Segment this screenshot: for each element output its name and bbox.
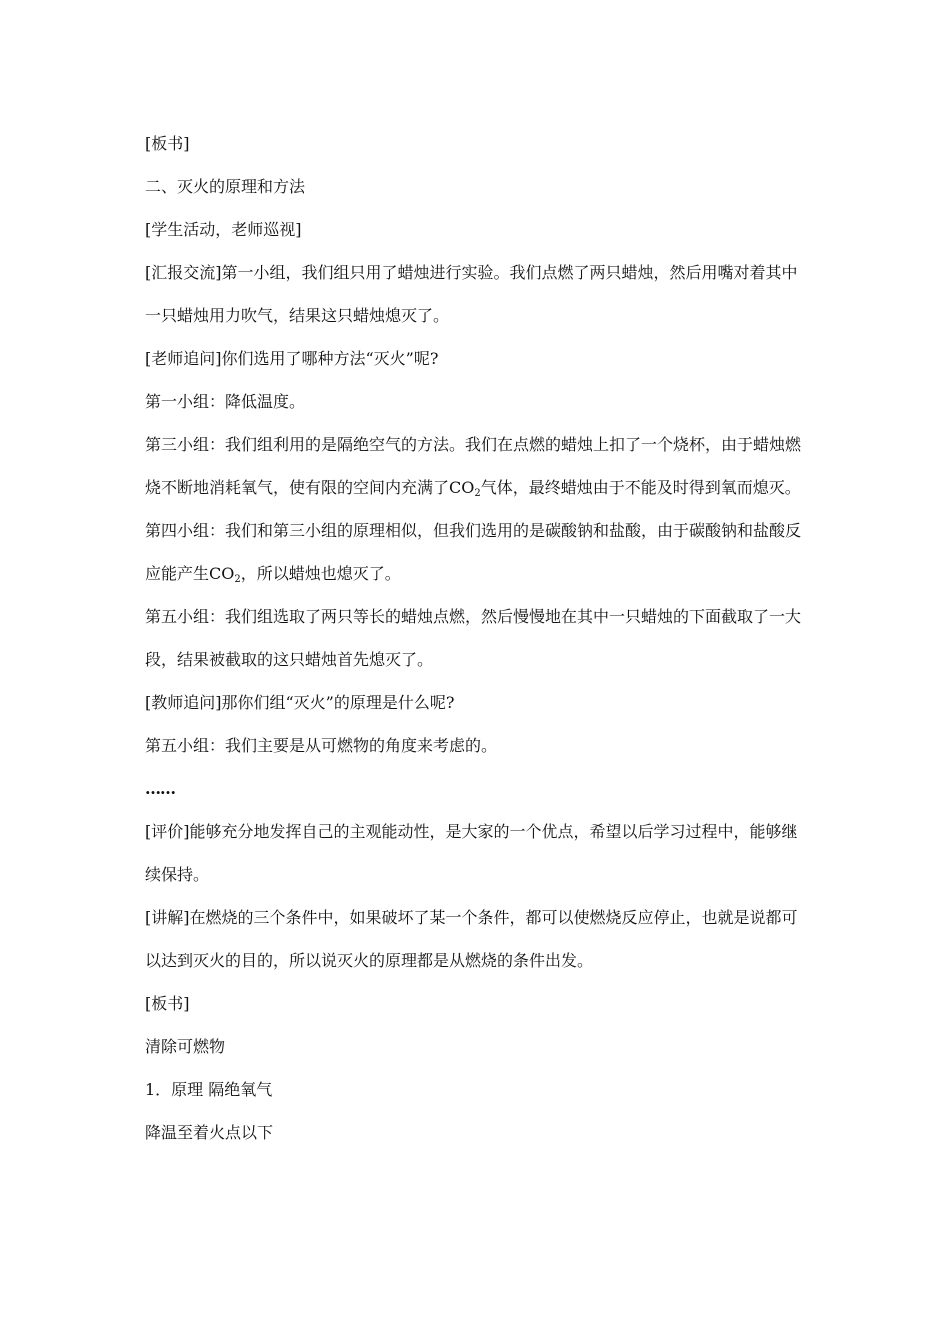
report-exchange-paragraph: [汇报交流]第一小组，我们组只用了蜡烛进行实验。我们点燃了两只蜡烛，然后用嘴对着其中一只蜡烛用力吹气，结果这只蜡烛熄灭了。 <box>145 263 798 325</box>
section-title: 二、灭火的原理和方法 <box>145 177 306 196</box>
co2-formula: $CO_2$ <box>209 564 241 585</box>
document-body <box>145 122 801 1154</box>
evaluation-paragraph: [评价]能够充分地发挥自己的主观能动性，是大家的一个优点，希望以后学习过程中，能够继续保持。 <box>145 822 798 884</box>
group-three-answer: 第三小组：我们组利用的是隔绝空气的方法。我们在点燃的蜡烛上扣了一个烧杯，由于蜡烛燃烧不断地消耗氧气，使有限的空间内充满了$CO_2$气体，最终蜡烛由于不能及时得到氧而熄灭。 <box>145 435 802 499</box>
group-one-answer: 第一小组：降低温度。 <box>145 392 306 411</box>
principle-item-isolate-oxygen: 1．原理 隔绝氧气 <box>145 1080 273 1099</box>
co2-formula: $CO_2$ <box>449 478 481 499</box>
principle-item-remove-fuel: 清除可燃物 <box>145 1037 226 1056</box>
ellipsis-line: …… <box>145 779 175 798</box>
group-five-followup: 第五小组：我们主要是从可燃物的角度来考虑的。 <box>145 736 498 755</box>
group-four-answer: 第四小组：我们和第三小组的原理相似，但我们选用的是碳酸钠和盐酸，由于碳酸钠和盐酸反应能产生$CO_2$，所以蜡烛也熄灭了。 <box>145 521 802 585</box>
explanation-paragraph: [讲解]在燃烧的三个条件中，如果破坏了某一个条件，都可以使燃烧反应停止，也就是说都可以达到灭火的目的，所以说灭火的原理都是从燃烧的条件出发。 <box>145 908 798 970</box>
student-activity-note: [学生活动，老师巡视] <box>145 220 302 239</box>
board-note-heading: [板书] <box>145 134 190 153</box>
principle-item-cool-down: 降温至着火点以下 <box>145 1123 274 1142</box>
board-note-heading-2: [板书] <box>145 994 190 1013</box>
group-five-answer: 第五小组：我们组选取了两只等长的蜡烛点燃，然后慢慢地在其中一只蜡烛的下面截取了一大段，结果被截取的这只蜡烛首先熄灭了。 <box>145 607 802 669</box>
teacher-question-2: [教师追问]那你们组“灭火”的原理是什么呢? <box>145 693 455 712</box>
teacher-question-1: [老师追问]你们选用了哪种方法“灭火”呢? <box>145 349 439 368</box>
